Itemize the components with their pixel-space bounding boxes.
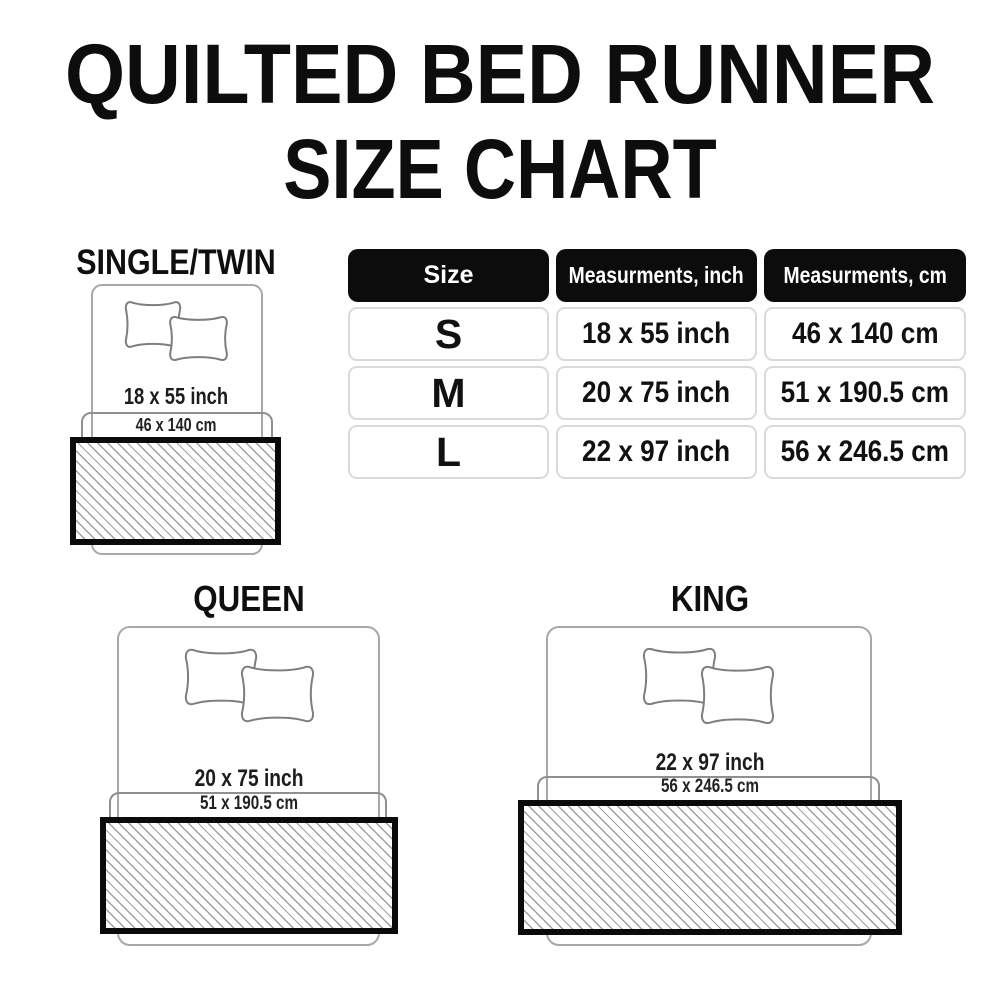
bed-runner-hatched [70, 437, 281, 545]
bed-runner-hatched [518, 800, 902, 935]
inch-measurement-label: 18 x 55 inch [123, 383, 229, 409]
table-cell-size-m: M [348, 366, 549, 420]
table-cell-cm-s: 46 x 140 cm [764, 307, 966, 361]
bed-runner-hatched [100, 817, 398, 934]
cm-measurement-label: 56 x 246.5 cm [660, 776, 760, 797]
table-cell-size-l: L [348, 425, 549, 479]
table-cell-inch-l: 22 x 97 inch [556, 425, 757, 479]
diagram-single-twin [58, 245, 294, 565]
table-cell-size-s: S [348, 307, 549, 361]
size-table [348, 249, 966, 479]
cm-measurement-label: 46 x 140 cm [135, 415, 217, 435]
diagram-queen [99, 578, 399, 954]
table-cell-inch-m: 20 x 75 inch [556, 366, 757, 420]
page-title-line-1: QUILTED BED RUNNER [64, 27, 936, 121]
diagram-king [520, 578, 900, 954]
page-title-line-2: SIZE CHART [283, 122, 717, 216]
pillow-icon [163, 314, 234, 363]
cm-measurement-label: 51 x 190.5 cm [199, 793, 299, 814]
table-cell-cm-l: 56 x 246.5 cm [764, 425, 966, 479]
table-cell-cm-m: 51 x 190.5 cm [764, 366, 966, 420]
table-header-inch: Measurments, inch [556, 249, 757, 302]
table-header-cm: Measurments, cm [764, 249, 966, 302]
pillow-icon [233, 663, 322, 725]
pillow-icon [693, 663, 782, 727]
table-header-size: Size [348, 249, 549, 302]
diagram-title: QUEEN [193, 578, 305, 619]
page-title [0, 27, 1000, 217]
inch-measurement-label: 22 x 97 inch [655, 749, 765, 776]
diagram-title: KING [670, 578, 750, 619]
inch-measurement-label: 20 x 75 inch [194, 765, 304, 792]
table-cell-inch-s: 18 x 55 inch [556, 307, 757, 361]
diagram-title: SINGLE/TWIN [76, 243, 276, 282]
